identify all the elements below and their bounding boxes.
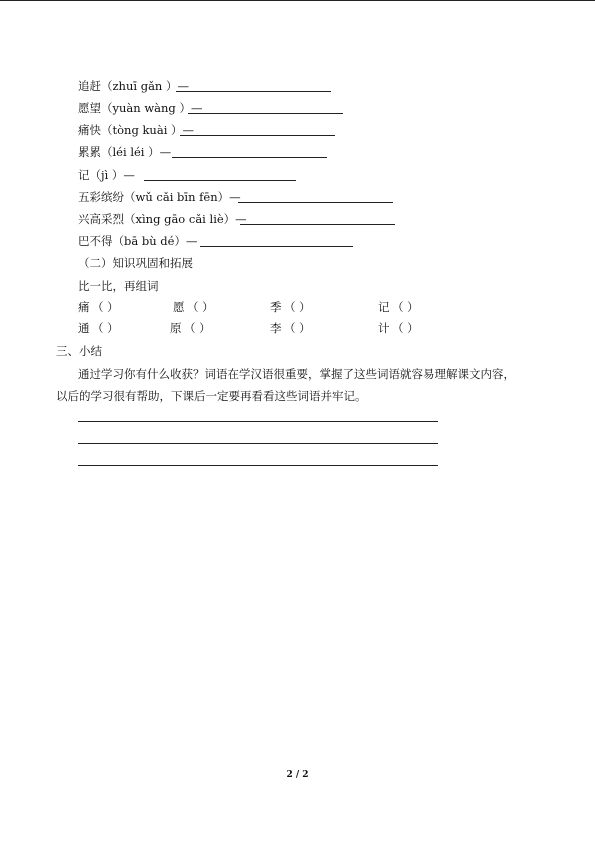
compare-answer-paren[interactable]: （ ）: [92, 321, 119, 335]
vocab-item-tongkuai: [78, 122, 194, 138]
compare-answer-paren[interactable]: （ ）: [92, 300, 119, 314]
compare-char: 原: [170, 321, 182, 335]
compare-char: 记: [378, 300, 390, 314]
answer-blank[interactable]: [176, 91, 331, 92]
vocab-label: 巴不得（bā bù dé）—: [78, 234, 198, 248]
vocab-label: 痛快（tòng kuài ）—: [78, 123, 195, 137]
compare-answer-paren[interactable]: （ ）: [284, 300, 311, 314]
section-heading-summary: 三、小结: [56, 344, 102, 358]
compare-char: 通: [78, 321, 90, 335]
vocab-label: 追赶（zhuī gǎn ）—: [78, 79, 189, 93]
answer-blank[interactable]: [200, 246, 353, 247]
vocab-item-zhuigan: [78, 78, 189, 94]
summary-paragraph-line2: 以后的学习很有帮助，下课后一定要再看看这些词语并牢记。: [56, 389, 367, 403]
vocab-item-leilei: [78, 144, 171, 160]
header-rule: [0, 0, 595, 1]
writing-line[interactable]: [78, 421, 438, 422]
compare-char: 计: [378, 321, 390, 335]
compare-instruction: 比一比，再组词: [78, 279, 159, 293]
vocab-label: 记（jì ）—: [78, 168, 135, 182]
compare-char: 季: [270, 300, 282, 314]
vocab-item-xinggaocailie: [78, 211, 247, 227]
page-number: 2 / 2: [286, 770, 309, 780]
writing-line[interactable]: [78, 443, 438, 444]
compare-char: 李: [270, 321, 282, 335]
compare-char: 愿: [173, 300, 185, 314]
compare-char: 痛: [78, 300, 90, 314]
compare-answer-paren[interactable]: （ ）: [392, 300, 419, 314]
vocab-label: 兴高采烈（xìng gāo cǎi liè）—: [78, 212, 247, 226]
vocab-item-yuanwang: [78, 100, 202, 116]
writing-line[interactable]: [78, 465, 438, 466]
vocab-item-ji: [78, 167, 135, 183]
compare-answer-paren[interactable]: （ ）: [184, 321, 211, 335]
compare-answer-paren[interactable]: （ ）: [284, 321, 311, 335]
vocab-item-wucaibinfen: [78, 189, 241, 205]
vocab-label: 累累（léi léi ）—: [78, 145, 172, 159]
answer-blank[interactable]: [172, 157, 327, 158]
answer-blank[interactable]: [144, 180, 296, 181]
vocab-label: 五彩缤纷（wǔ cǎi bīn fēn）—: [78, 190, 241, 204]
vocab-item-babude: [78, 233, 197, 249]
section-heading-knowledge: （二）知识巩固和拓展: [78, 256, 193, 270]
summary-paragraph-line1: 通过学习你有什么收获？词语在学汉语很重要，掌握了这些词语就容易理解课文内容，: [78, 367, 515, 381]
answer-blank[interactable]: [188, 113, 343, 114]
compare-answer-paren[interactable]: （ ）: [187, 300, 214, 314]
answer-blank[interactable]: [180, 135, 335, 136]
vocab-label: 愿望（yuàn wàng ）—: [78, 101, 203, 115]
answer-blank[interactable]: [240, 224, 395, 225]
answer-blank[interactable]: [238, 202, 393, 203]
compare-answer-paren[interactable]: （ ）: [392, 321, 419, 335]
